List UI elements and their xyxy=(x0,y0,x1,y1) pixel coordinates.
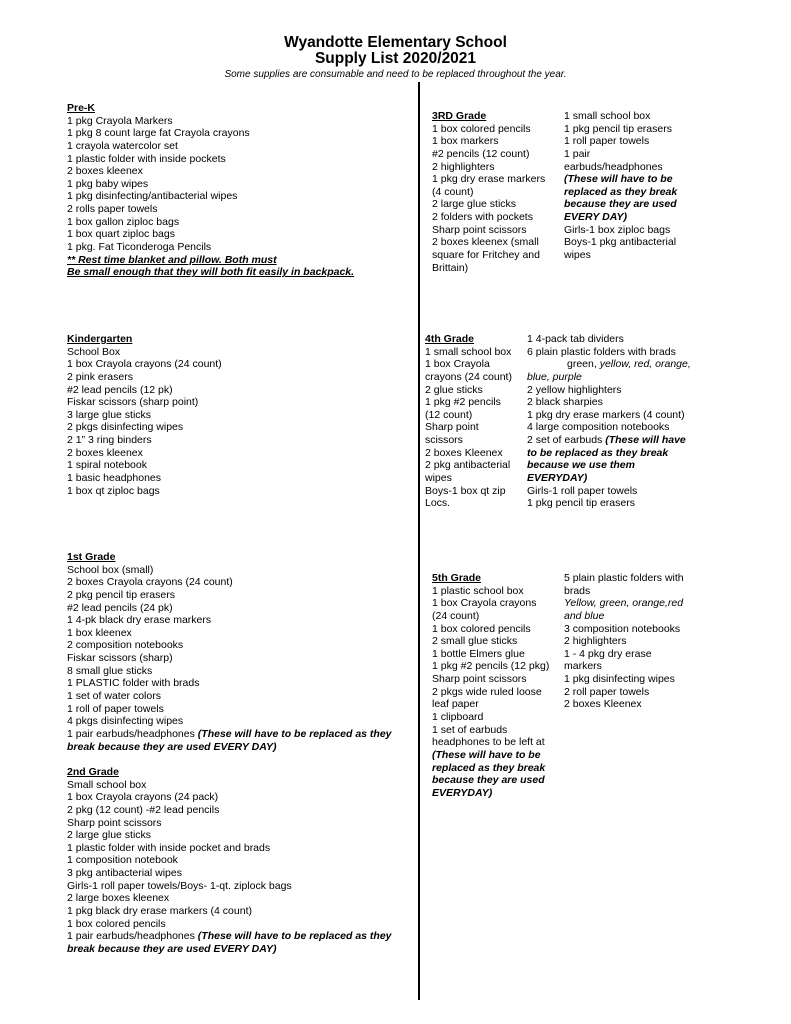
supply-columns xyxy=(432,110,677,274)
supply-item: 2 pkg (12 count) -#2 lead pencils xyxy=(67,803,220,816)
supply-item: 1 pkg dry erase markers (4 count) xyxy=(527,408,685,421)
supply-item: 1 pkg disinfecting wipes xyxy=(564,673,675,686)
supply-item: headphones to be left at xyxy=(432,736,545,749)
supply-item: 1 small school box xyxy=(425,345,512,358)
supply-item: 1 box gallon ziploc bags xyxy=(67,215,180,228)
supply-item: 1 pkg #2 pencils (12 pkg) xyxy=(432,660,550,673)
page-note: Some supplies are consumable and need to be replaced throughout the year. xyxy=(224,69,567,80)
supply-item: 4 pkgs disinfecting wipes xyxy=(67,715,184,728)
supply-item xyxy=(564,211,677,224)
supply-item: 1 pkg pencil tip erasers xyxy=(564,122,672,135)
supply-item xyxy=(564,173,677,186)
grade-heading: 3RD Grade xyxy=(432,110,487,122)
supply-item: 2 pink erasers xyxy=(67,370,133,383)
grade-section-kindergarten xyxy=(67,333,222,497)
supply-item: 1 box kleenex xyxy=(67,626,132,639)
supply-columns xyxy=(67,102,354,279)
note-text: to be replaced as they break xyxy=(527,446,669,459)
supply-item: 2 folders with pockets xyxy=(432,211,533,224)
supply-item: #2 lead pencils (24 pk) xyxy=(67,601,173,614)
supply-column xyxy=(67,333,222,497)
supply-item: 2 composition notebooks xyxy=(67,639,184,652)
grade-section-1st-grade xyxy=(67,551,392,753)
supply-item: 2 pkgs disinfecting wipes xyxy=(67,421,184,434)
supply-item: 1 plastic school box xyxy=(432,584,524,597)
supply-item: 1 spiral notebook xyxy=(67,459,147,472)
supply-item: 2 glue sticks xyxy=(425,383,483,396)
supply-item: 1 box colored pencils xyxy=(432,122,531,135)
supply-item: 5 plain plastic folders with xyxy=(564,572,684,584)
note-text: break because they are used EVERY DAY) xyxy=(67,942,277,955)
supply-item: (24 count) xyxy=(432,609,480,622)
grade-heading: 4th Grade xyxy=(425,333,475,345)
supply-item xyxy=(527,459,691,472)
supply-item: 2 rolls paper towels xyxy=(67,203,158,216)
supply-item: brads xyxy=(564,584,591,597)
grade-heading: 1st Grade xyxy=(67,551,116,563)
supply-item: Small school box xyxy=(67,778,147,791)
supply-item: 2 boxes kleenex xyxy=(67,446,143,459)
supply-item: 2 large boxes kleenex xyxy=(67,892,170,905)
supply-item: 1 box quart ziploc bags xyxy=(67,228,175,241)
supply-item: 1 clipboard xyxy=(432,711,484,724)
supply-item xyxy=(67,266,354,279)
supply-item xyxy=(432,762,564,775)
supply-item: wipes xyxy=(564,249,591,262)
supply-item: 1 pkg baby wipes xyxy=(67,177,149,190)
supply-item: wipes xyxy=(425,472,452,485)
supply-item: 1 box colored pencils xyxy=(67,917,166,930)
note-text: (These will have to be replaced as they xyxy=(197,930,392,943)
supply-item: 2 yellow highlighters xyxy=(527,383,622,396)
supply-item: 1 box Crayola crayons (24 pack) xyxy=(67,791,219,804)
supply-item: square for Fritchey and xyxy=(432,249,540,262)
supply-item: 1 basic headphones xyxy=(67,472,161,485)
supply-item: 2 pkgs wide ruled loose xyxy=(432,685,542,698)
item-text: 2 set of earbuds xyxy=(527,434,606,447)
supply-item: 1 pkg 8 count large fat Crayola crayons xyxy=(67,127,250,140)
item-text: green, xyxy=(567,358,600,371)
supply-item: Fiskar scissors (sharp point) xyxy=(67,396,199,409)
supply-item: Sharp point scissors xyxy=(432,223,527,236)
supply-item xyxy=(564,198,677,211)
supply-item: 1 pkg Crayola Markers xyxy=(67,114,173,127)
supply-item xyxy=(432,749,564,762)
supply-item: Girls-1 roll paper towels xyxy=(527,484,638,497)
supply-item: 2 small glue sticks xyxy=(432,635,518,648)
grade-heading: Kindergarten xyxy=(67,333,133,345)
note-text: because we use them xyxy=(527,459,635,472)
supply-item: 1 pair xyxy=(564,147,591,160)
grade-heading: Pre-K xyxy=(67,102,96,114)
supply-item xyxy=(527,447,691,460)
supply-item: Brittain) xyxy=(432,261,469,274)
grade-section-2nd-grade xyxy=(67,766,392,956)
supply-item: School box (small) xyxy=(67,563,154,576)
supply-columns xyxy=(425,333,691,510)
school-name: Wyandotte Elementary School xyxy=(284,34,507,51)
supply-item xyxy=(527,472,691,485)
note-text: (These will have xyxy=(605,434,686,447)
note-text: because they are used xyxy=(432,774,545,787)
supply-item: 2 pkg antibacterial xyxy=(425,459,511,472)
supply-item: 1 small school box xyxy=(564,110,651,122)
supply-column xyxy=(67,102,354,279)
note-text: break because they are used EVERY DAY) xyxy=(67,740,277,753)
supply-item: 1 composition notebook xyxy=(67,854,178,867)
supply-item: Locs. xyxy=(425,497,451,510)
supply-item: 1 pkg disinfecting/antibacterial wipes xyxy=(67,190,238,203)
grade-heading: 2nd Grade xyxy=(67,766,119,778)
supply-item: Sharp point scissors xyxy=(67,816,162,829)
supply-item: 2 large glue sticks xyxy=(67,829,152,842)
note-text: EVERYDAY) xyxy=(432,786,493,799)
supply-item: 1 pkg. Fat Ticonderoga Pencils xyxy=(67,241,212,254)
note-text: replaced as they break xyxy=(564,185,678,198)
note-text: (These will have to be xyxy=(432,748,541,761)
supply-item: 1 box qt ziploc bags xyxy=(67,484,160,497)
supply-item: earbuds/headphones xyxy=(564,160,663,173)
supply-item: 2 pkg pencil tip erasers xyxy=(67,588,175,601)
supply-item: 3 large glue sticks xyxy=(67,408,152,421)
supply-item: 1 plastic folder with inside pockets xyxy=(67,152,226,165)
supply-item: Boys-1 box qt zip xyxy=(425,484,506,497)
supply-item: 2 highlighters xyxy=(564,635,627,648)
grade-heading: 5th Grade xyxy=(432,572,482,584)
supply-item xyxy=(67,728,392,741)
supply-item: 1 PLASTIC folder with brads xyxy=(67,677,200,690)
supply-item: markers xyxy=(564,660,602,673)
supply-item: 2 boxes Kleenex xyxy=(425,446,503,459)
supply-item: 1 set of earbuds xyxy=(432,723,508,736)
supply-column xyxy=(67,766,392,956)
supply-item xyxy=(564,610,684,623)
supply-item: 4 large composition notebooks xyxy=(527,421,670,434)
supply-column xyxy=(425,333,527,510)
supply-item: (4 count) xyxy=(432,185,474,198)
supply-item xyxy=(564,597,684,610)
supply-item xyxy=(564,186,677,199)
supply-item: Sharp point xyxy=(425,421,479,434)
item-text: 1 pair earbuds/headphones xyxy=(67,727,198,740)
supply-item: #2 pencils (12 count) xyxy=(432,147,530,160)
supply-item: #2 lead pencils (12 pk) xyxy=(67,383,173,396)
supply-item: 1 plastic folder with inside pocket and brads xyxy=(67,841,271,854)
supply-item xyxy=(67,943,392,956)
supply-item: 2 1” 3 ring binders xyxy=(67,434,152,447)
supply-item xyxy=(527,434,691,447)
supply-item xyxy=(527,358,691,371)
note-text: yellow, red, orange, xyxy=(599,358,691,371)
supply-item: 1 pkg black dry erase markers (4 count) xyxy=(67,905,252,918)
item-text: 1 pair earbuds/headphones xyxy=(67,930,198,943)
supply-item xyxy=(67,930,392,943)
note-text: EVERYDAY) xyxy=(527,472,588,485)
supply-item: 2 highlighters xyxy=(432,160,495,173)
supply-item: leaf paper xyxy=(432,698,479,711)
supply-item: crayons (24 count) xyxy=(425,370,512,383)
grade-section-5th-grade xyxy=(432,572,684,800)
supply-item: School Box xyxy=(67,345,121,358)
supply-item: Sharp point scissors xyxy=(432,673,527,686)
note-text: replaced as they break xyxy=(432,761,546,774)
supply-columns xyxy=(432,572,684,800)
supply-item xyxy=(67,254,354,267)
supply-item: (12 count) xyxy=(425,408,473,421)
grade-section-3rd-grade xyxy=(432,110,677,274)
supply-item: 1 - 4 pkg dry erase xyxy=(564,647,652,660)
supply-item: 1 pkg pencil tip erasers xyxy=(527,497,635,510)
supply-item: 6 plain plastic folders with brads xyxy=(527,345,676,358)
supply-item xyxy=(432,774,564,787)
supply-item xyxy=(432,787,564,800)
supply-item: 1 set of water colors xyxy=(67,690,161,703)
supply-column xyxy=(564,110,677,274)
supply-item: 8 small glue sticks xyxy=(67,664,153,677)
supply-item: 1 box colored pencils xyxy=(432,622,531,635)
supply-column xyxy=(67,551,392,753)
supply-item: 1 bottle Elmers glue xyxy=(432,647,525,660)
supply-item xyxy=(67,741,392,754)
supply-columns xyxy=(67,551,392,753)
supply-item: 1 roll paper towels xyxy=(564,135,650,148)
supply-columns xyxy=(67,333,222,497)
note-text: because they are used xyxy=(564,198,677,211)
supply-item: scissors xyxy=(425,434,463,447)
supply-item: 1 4-pk black dry erase markers xyxy=(67,614,212,627)
supply-item: 2 roll paper towels xyxy=(564,685,650,698)
supply-item xyxy=(527,371,691,384)
supply-item: 2 boxes kleenex (small xyxy=(432,236,539,249)
supply-item: 1 box Crayola crayons (24 count) xyxy=(67,358,222,371)
supply-item: 2 boxes kleenex xyxy=(67,165,143,178)
note-text: ** Rest time blanket and pillow. Both must xyxy=(67,253,277,266)
supply-column xyxy=(432,110,564,274)
supply-item: Boys-1 pkg antibacterial xyxy=(564,236,677,249)
supply-item: 2 large glue sticks xyxy=(432,198,517,211)
note-text: (These will have to be replaced as they xyxy=(197,727,392,740)
note-text: (These will have to be xyxy=(564,173,673,186)
supply-item: 1 pkg dry erase markers xyxy=(432,173,546,186)
supply-item: 2 boxes Crayola crayons (24 count) xyxy=(67,576,233,589)
supply-item: 2 boxes Kleenex xyxy=(564,698,642,711)
supply-item: 1 4-pack tab dividers xyxy=(527,333,624,345)
note-text: blue, purple xyxy=(527,370,582,383)
supply-item: Girls-1 box ziploc bags xyxy=(564,223,671,236)
supply-column xyxy=(432,572,564,800)
column-divider xyxy=(418,82,420,1000)
supply-item: 1 box Crayola xyxy=(425,358,490,371)
note-text: EVERY DAY) xyxy=(564,211,628,224)
supply-item: 3 composition notebooks xyxy=(564,622,681,635)
supply-columns xyxy=(67,766,392,956)
supply-item: Girls-1 roll paper towels/Boys- 1-qt. ziplock bags xyxy=(67,879,292,892)
grade-section-prek xyxy=(67,102,354,279)
supply-item: 1 pkg #2 pencils xyxy=(425,396,501,409)
supply-column xyxy=(527,333,691,510)
supply-item: 2 black sharpies xyxy=(527,396,603,409)
supply-item: 3 pkg antibacterial wipes xyxy=(67,867,182,880)
grade-section-4th-grade xyxy=(425,333,691,510)
supply-item: 1 box Crayola crayons xyxy=(432,597,537,610)
supply-item: Fiskar scissors (sharp) xyxy=(67,652,173,665)
note-text: Be small enough that they will both fit easily in backpack. xyxy=(67,266,355,279)
supply-item: 1 box markers xyxy=(432,135,499,148)
supply-item: 1 roll of paper towels xyxy=(67,702,164,715)
supply-item: 1 crayola watercolor set xyxy=(67,139,178,152)
supply-column xyxy=(564,572,684,800)
note-text: and blue xyxy=(564,609,605,622)
page-title: Supply List 2020/2021 xyxy=(314,50,477,67)
note-text: Yellow, green, orange,red xyxy=(564,597,684,610)
